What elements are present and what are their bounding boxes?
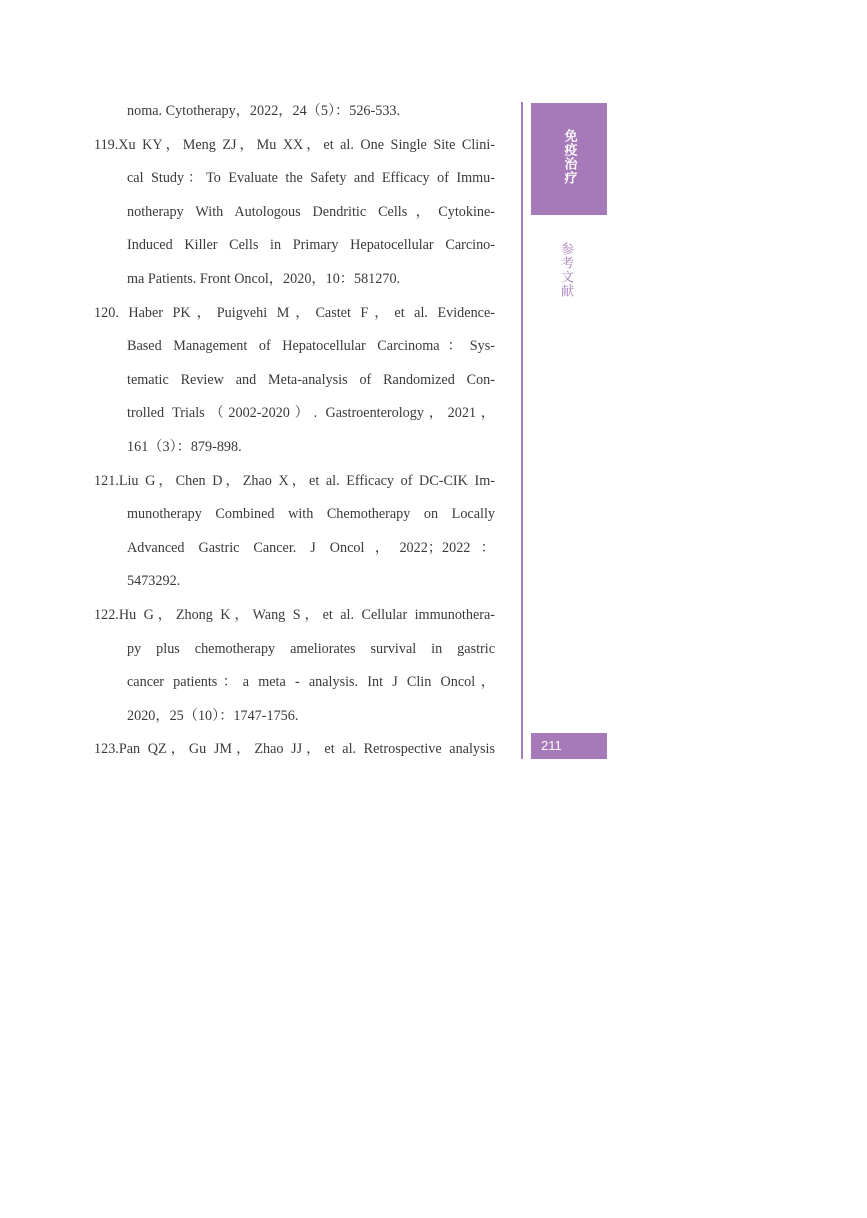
- reference-line: Induced Killer Cells in Primary Hepatocellular Carcino-: [127, 237, 495, 254]
- reference-line: 120. Haber PK，Puigvehi M，Castet F，et al. Evidence-: [94, 304, 495, 321]
- chapter-tab-title: 免疫治疗: [561, 129, 577, 185]
- chapter-tab: [531, 103, 607, 215]
- reference-line: 5473292.: [127, 573, 181, 590]
- reference-list: [94, 95, 495, 767]
- reference-line: cancer patients：a meta - analysis. Int J Clin Oncol，: [127, 674, 495, 691]
- reference-line: noma. Cytotherapy，2022，24（5）：526-533.: [127, 103, 401, 119]
- reference-line: notherapy With Autologous Dendritic Cells，Cytokine-: [127, 203, 495, 220]
- reference-line: 119.Xu KY，Meng ZJ，Mu XX，et al. One Single Site Clini-: [94, 136, 495, 153]
- page-number: 211: [531, 733, 607, 759]
- reference-line: trolled Trials（2002-2020）. Gastroenterology，2021，: [127, 405, 495, 422]
- reference-line: 123.Pan QZ，Gu JM，Zhao JJ，et al. Retrospective analysis: [94, 741, 495, 758]
- reference-line: cal Study：To Evaluate the Safety and Efficacy of Immu-: [127, 170, 495, 187]
- reference-line: 2020，25（10）：1747-1756.: [127, 707, 299, 724]
- section-label: 参考文献: [558, 242, 573, 298]
- reference-line: py plus chemotherapy ameliorates survival in gastric: [127, 640, 495, 657]
- margin-divider: [521, 102, 523, 759]
- reference-line: 121.Liu G，Chen D，Zhao X，et al. Efficacy of DC-CIK Im-: [94, 472, 495, 489]
- reference-line: munotherapy Combined with Chemotherapy on Locally: [127, 506, 495, 523]
- reference-line: 122.Hu G，Zhong K，Wang S，et al. Cellular immunothera-: [94, 606, 495, 623]
- reference-line: Advanced Gastric Cancer. J Oncol，2022；2022：: [127, 539, 495, 556]
- reference-line: 161（3）：879-898.: [127, 438, 242, 455]
- reference-line: ma Patients. Front Oncol，2020，10：581270.: [127, 270, 401, 287]
- reference-line: Based Management of Hepatocellular Carcinoma：Sys-: [127, 338, 495, 355]
- reference-line: tematic Review and Meta-analysis of Randomized Con-: [127, 371, 495, 388]
